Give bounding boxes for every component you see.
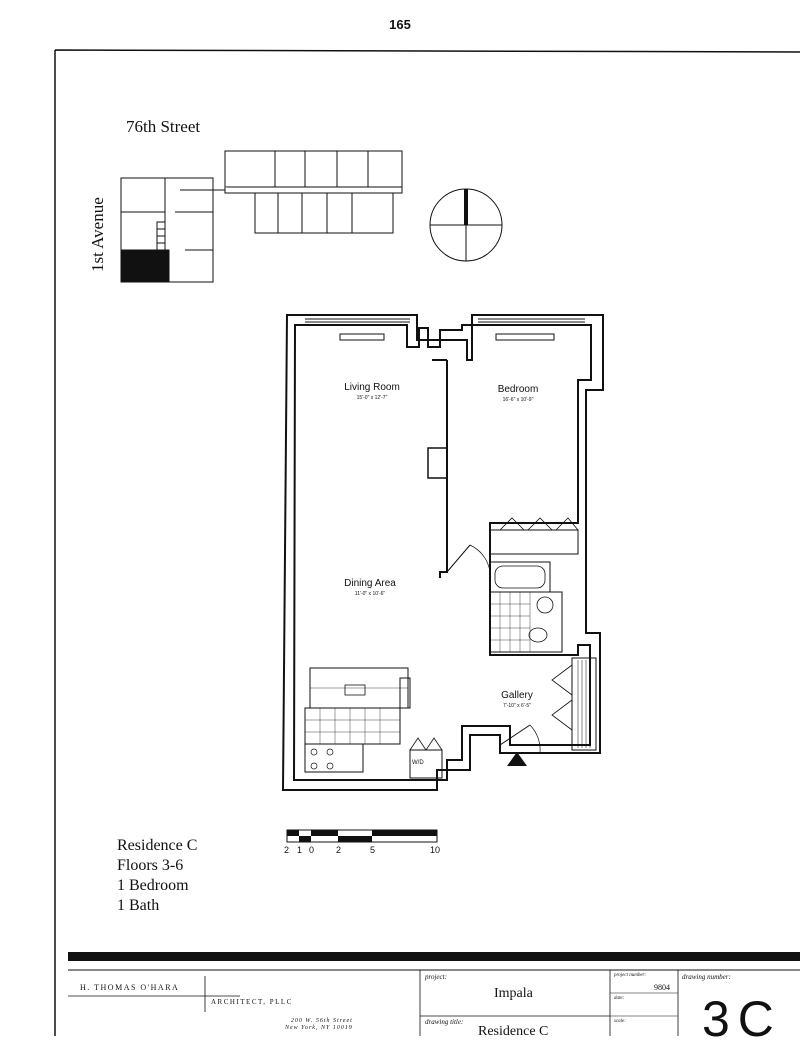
scale-label: 2 xyxy=(284,845,290,855)
residence-floors: Floors 3-6 xyxy=(117,857,184,874)
project-name: Impala xyxy=(494,986,533,1001)
drawing-title-label: drawing title: xyxy=(425,1018,464,1026)
firm-address xyxy=(285,1018,353,1032)
north-compass-icon xyxy=(430,189,502,261)
firm-address-line: 200 W. 56th Street xyxy=(290,1018,353,1024)
room-living xyxy=(332,382,412,404)
north-label: NORTH xyxy=(454,196,460,218)
residence-info xyxy=(117,836,197,916)
room-bedroom xyxy=(478,384,558,406)
date-label: date: xyxy=(614,996,625,1001)
key-plan xyxy=(121,151,402,282)
scale-label: 10 xyxy=(430,845,441,855)
room-name: Bedroom xyxy=(497,384,539,395)
scale-label: 0 xyxy=(309,845,315,855)
scale-label: 2 xyxy=(336,845,342,855)
room-dims: 15'-0" x 12'-7" xyxy=(356,395,388,401)
room-dims: 7'-10" x 6'-5" xyxy=(503,703,531,709)
room-dims: 11'-0" x 10'-6" xyxy=(354,591,386,597)
firm-name: H. THOMAS O'HARA xyxy=(80,983,180,992)
room-dims: 16'-6" x 10'-9" xyxy=(502,397,534,403)
scale-bar xyxy=(287,830,437,842)
entry-arrow-icon xyxy=(507,752,527,766)
residence-baths: 1 Bath xyxy=(117,897,160,914)
scale-field-label: scale: xyxy=(614,1019,626,1024)
page-number: 165 xyxy=(389,17,411,32)
firm-subtitle: ARCHITECT, PLLC xyxy=(211,998,293,1006)
room-gallery xyxy=(477,690,557,712)
project-number-label: project number: xyxy=(614,973,647,978)
residence-name: Residence C xyxy=(117,837,198,854)
drawing-title: Residence C xyxy=(478,1024,549,1039)
firm-address-line: New York, NY 10019 xyxy=(285,1025,353,1031)
room-name: Living Room xyxy=(344,382,400,393)
room-dining xyxy=(330,578,410,600)
drawing-number: 3C xyxy=(702,991,782,1047)
project-label: project: xyxy=(425,973,447,981)
room-name: Gallery xyxy=(501,690,533,701)
residence-bedrooms: 1 Bedroom xyxy=(117,877,189,894)
drawing-number-label: drawing number: xyxy=(682,973,731,981)
street-label: 76th Street xyxy=(126,117,201,136)
wd-label: W/D xyxy=(412,760,424,766)
scale-label: 5 xyxy=(370,845,376,855)
avenue-label: 1st Avenue xyxy=(88,197,107,272)
scale-label: 1 xyxy=(297,845,303,855)
room-name: Dining Area xyxy=(344,578,396,589)
project-number: 9804 xyxy=(654,983,670,992)
